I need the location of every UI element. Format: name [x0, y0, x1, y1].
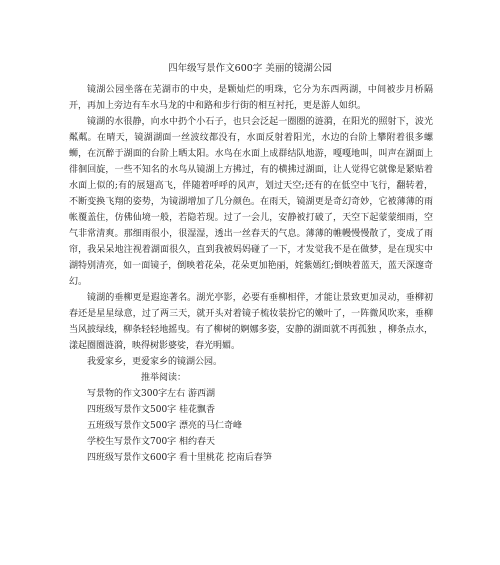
paragraph-intro: 镜湖公园坐落在芜湖市的中央，是颗灿烂的明珠，它分为东西两湖，中间被步月桥隔开，再加上旁边有车水马龙的中和路和步行街的相互衬托，更是游人如织。 — [69, 85, 433, 111]
document-title: 四年级写景作文600字 美丽的镜湖公园 — [168, 63, 332, 74]
paragraph-closing: 我爱家乡，更爱家乡的镜湖公园。 — [87, 357, 223, 367]
recommended-heading: 推举阅读： — [141, 373, 187, 383]
paragraph-water: 镜湖的水很静，向水中扔个小石子，也只会泛起一圈圈的涟漪，在阳光的照射下，波光粼粼。在晴天，镜湖湖面一丝波纹都没有，水面反射着阳光，水边的台阶上攀附着很多螺蛳，在沉醉于湖面的台阶上晒太阳。水鸟在水面上成群结队地游，嘎嘎地叫，叫声在湖面上徘徊回旋，一些不知名的水鸟从镜湖上方拂过，有的横拂过湖面，让人觉得它就像是紧贴着水面上似的;有的展翅高飞，伴随着呼呼的风声，划过天空;还有的在低空中飞行，翻转着，不断变换飞翔的姿势，为镜湖增加了几分颜色。在雨天，镜湖更是奇幻奇妙，它被薄薄的雨帐覆盖住，仿佛仙境一般，若隐若现。过了一会儿，安静被打破了，天空下起蒙蒙细雨，空气非常清爽。那细雨很小，很湿湿，透出一丝春天的气息。薄薄的帷幔慢慢散了，变成了雨帘，我呆呆地注视着湖面很久，直到我被妈妈碰了一下，才发觉我不是在做梦，是在现实中湖特别清亮，如一面镜子，倒映着花朵，花朵更加艳丽，姹紫嫣红;倒映着蓝天，蓝天深邃奇幻。 — [69, 117, 433, 287]
recommended-item[interactable]: 四班级写景作文500字 桂花飘香 — [87, 405, 216, 415]
recommended-item[interactable]: 四班级写景作文600字 看十里桃花 挖南后春笋 — [87, 453, 272, 463]
document-body — [69, 82, 433, 466]
recommended-item[interactable]: 写景物的作文300字左右 游西湖 — [87, 389, 216, 399]
recommended-item[interactable]: 五班级写景作文500字 漂亮的马仁奇峰 — [87, 421, 243, 431]
recommended-item[interactable]: 学校生写景作文700字 相约春天 — [87, 437, 216, 447]
recommended-list — [69, 386, 433, 466]
paragraph-willow: 镜湖的垂柳更是遐迩著名。湖光亭影，必要有垂柳相伴，才能让景致更加灵动，垂柳初春还是星星绿意，过了两三天，就开头对着镜子梳妆装扮它的嫩叶了，一阵微风吹来，垂柳当风披绿线，柳条轻轻地摇曳。有了柳树的婀娜多姿，安静的湖面就不再孤独 ，柳条点水，漾起圈圈涟漪，映得树影婆娑，春光明媚。 — [69, 293, 433, 351]
